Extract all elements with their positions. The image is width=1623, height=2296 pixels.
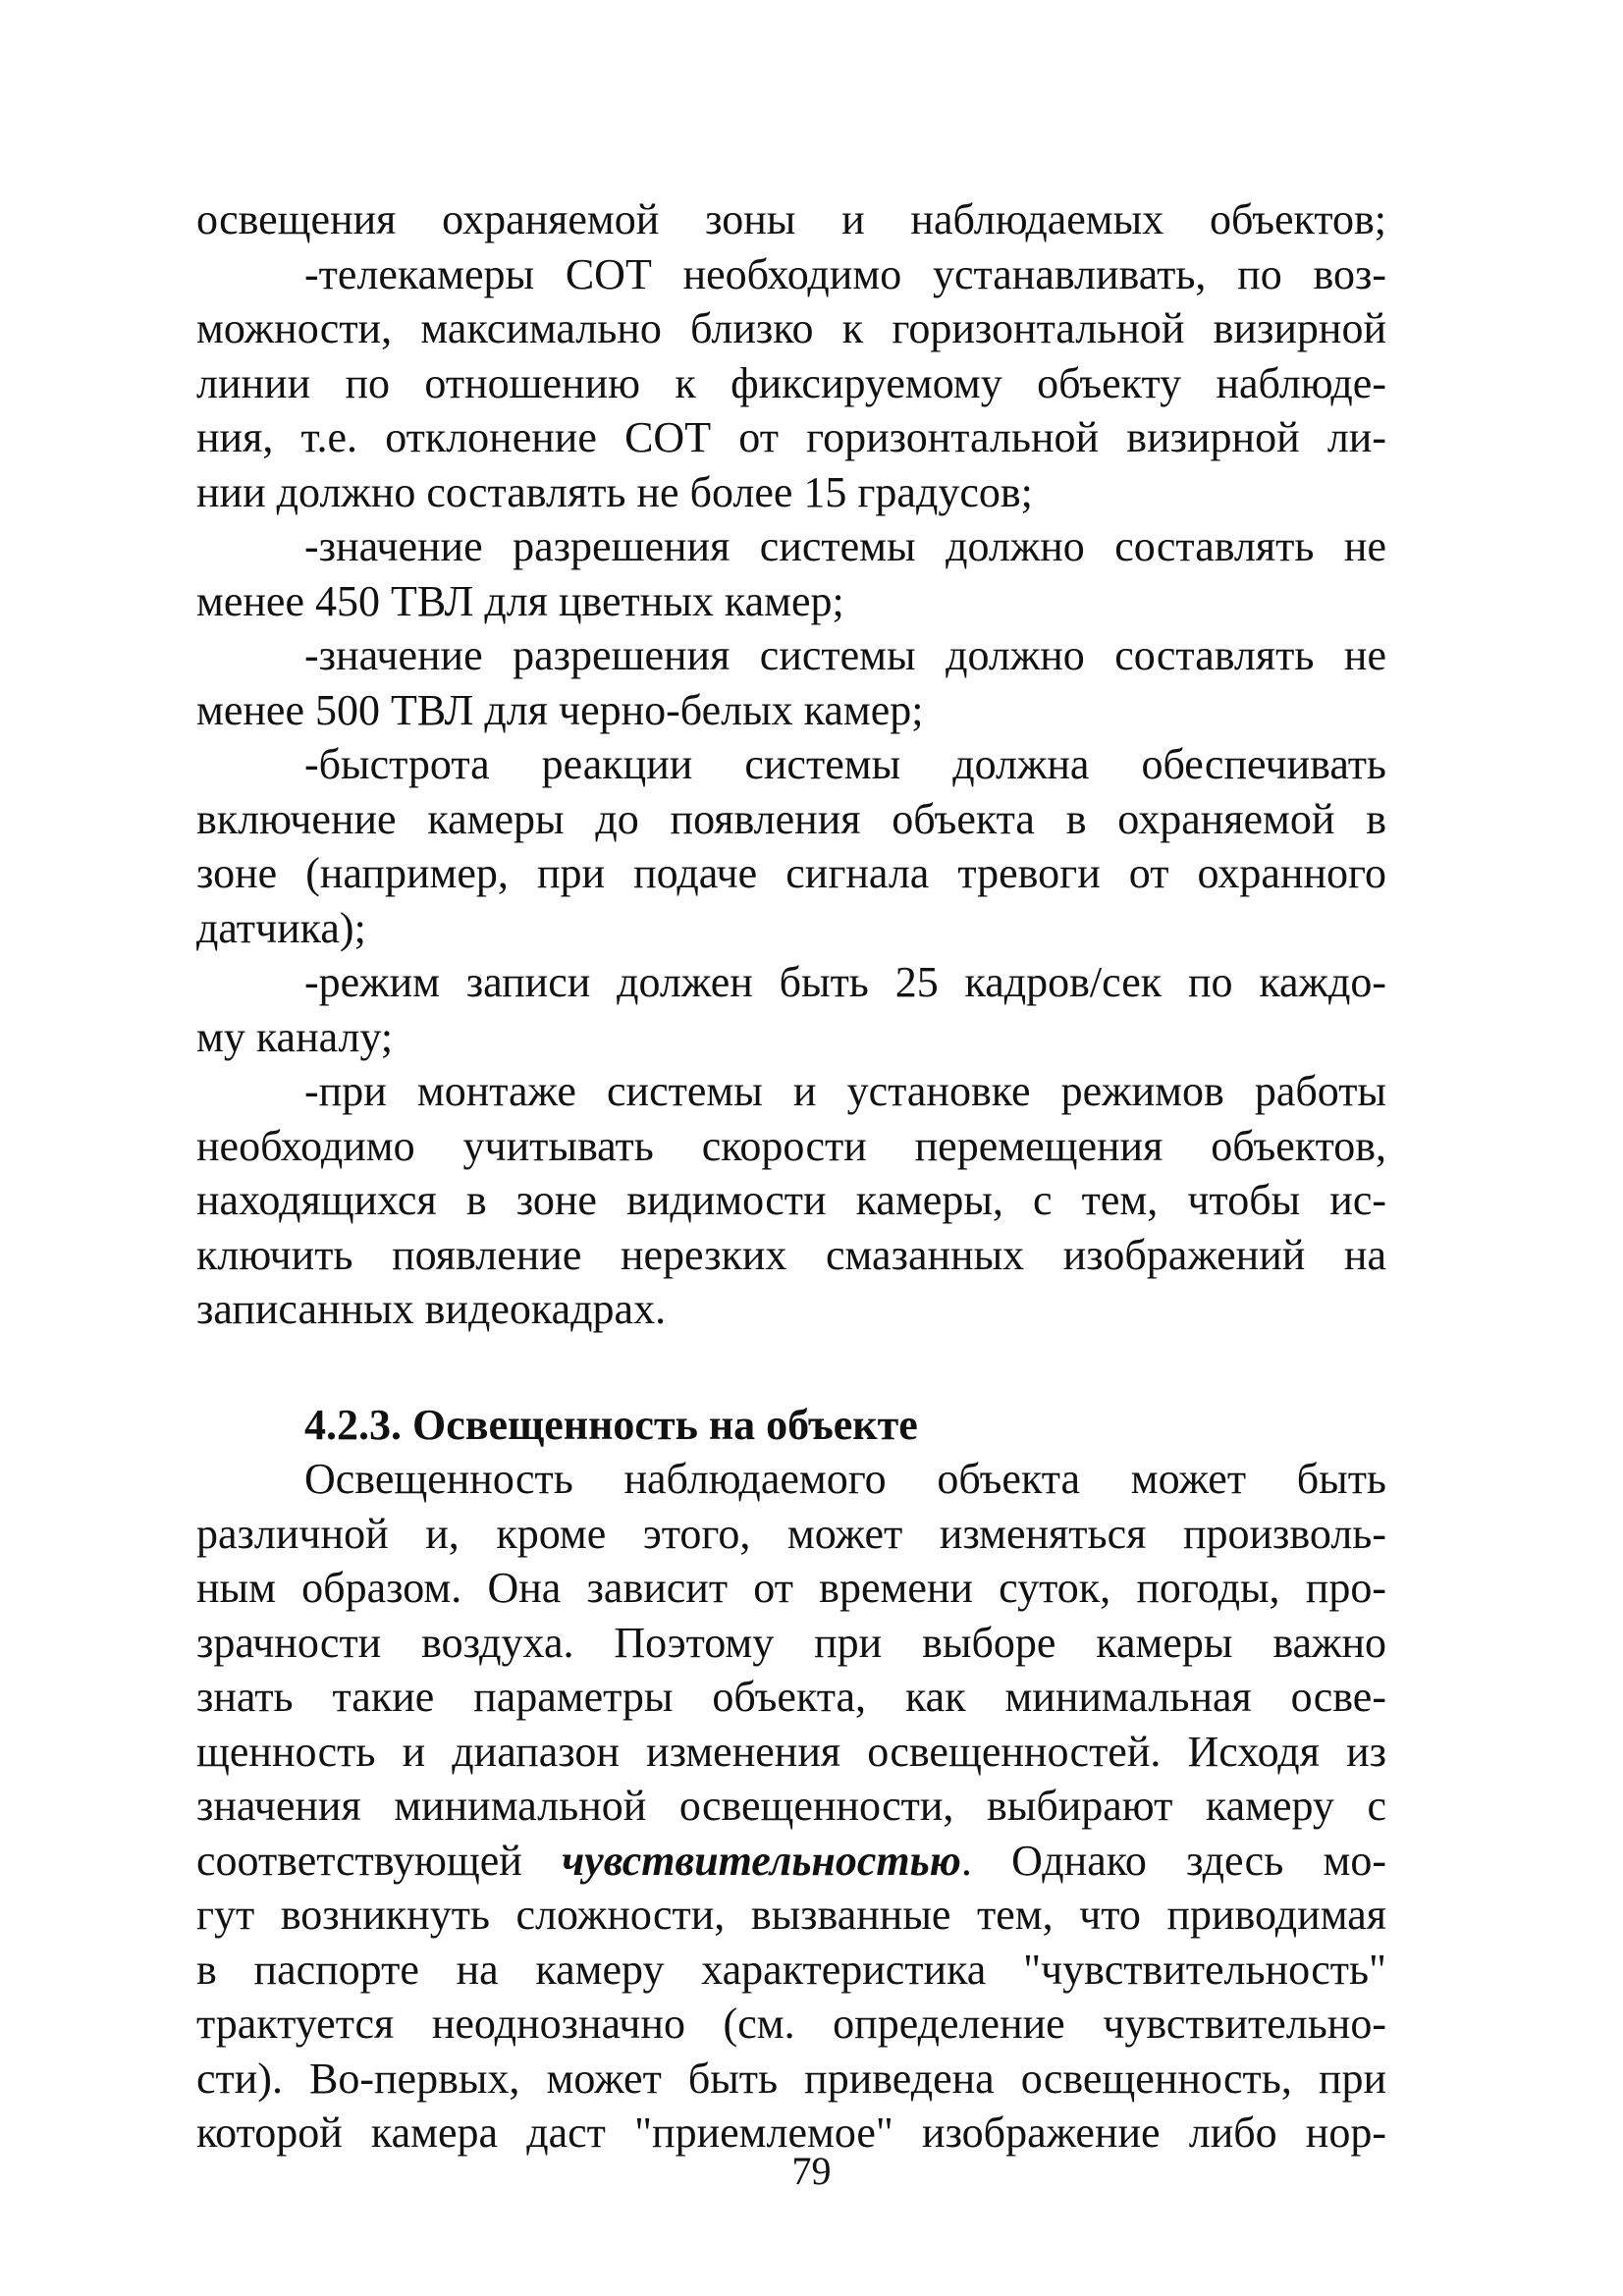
list-item-line: -значение разрешения системы должно составлять не	[304, 631, 1386, 679]
text-line: знать такие параметры объекта, как минимальная осве-	[196, 1673, 1386, 1721]
paragraph-first-line: Освещенность наблюдаемого объекта может быть	[304, 1455, 1386, 1503]
text-line: зрачности воздуха. Поэтому при выборе камеры важно	[196, 1618, 1386, 1667]
list-item-line: -телекамеры СОТ необходимо устанавливать, по воз-	[304, 249, 1386, 298]
section-illumination	[196, 1398, 1386, 2161]
text-line: зоне (например, при подаче сигнала тревоги от охранного	[196, 849, 1386, 897]
text-line: ключить появление нерезких смазанных изображений на	[196, 1230, 1386, 1279]
requirements-list	[196, 192, 1386, 1337]
text-line: менее 450 ТВЛ для цветных камер;	[196, 576, 844, 625]
text-line: линии по отношению к фиксируемому объекту наблюде-	[196, 358, 1386, 407]
page-number: 79	[791, 2149, 832, 2193]
section-gap	[196, 1337, 1386, 1398]
text-line: необходимо учитывать скорости перемещения объектов,	[196, 1121, 1386, 1170]
text-line: щенность и диапазон изменения освещенностей. Исходя из	[196, 1727, 1386, 1776]
list-item-line: -режим записи должен быть 25 кадров/сек по каждо-	[304, 958, 1386, 1006]
list-item-line: -при монтаже системы и установке режимов работы	[304, 1067, 1386, 1115]
text-line-with-emphasis	[196, 1834, 1386, 1889]
text-line: различной и, кроме этого, может изменяться произволь-	[196, 1509, 1386, 1558]
text-line: ния, т.е. отклонение СОТ от горизонтальной визирной ли-	[196, 413, 1386, 461]
list-item-line: -значение разрешения системы должно составлять не	[304, 522, 1386, 570]
text-line: му каналу;	[196, 1012, 394, 1061]
text-line: значения минимальной освещенности, выбирают камеру с	[196, 1782, 1386, 1830]
text-line: трактуется неоднозначно (см. определение чувствительно-	[196, 2000, 1386, 2048]
text-line: ным образом. Она зависит от времени суток, погоды, про-	[196, 1564, 1386, 1612]
text-line: нии должно составлять не более 15 градусов;	[196, 467, 1033, 516]
text-line: находящихся в зоне видимости камеры, с тем, чтобы ис-	[196, 1176, 1386, 1224]
text-fragment: . Однако здесь мо-	[960, 1836, 1386, 1885]
text-line: менее 500 ТВЛ для черно-белых камер;	[196, 685, 924, 734]
text-line: гут возникнуть сложности, вызванные тем, что приводимая	[196, 1891, 1386, 1939]
text-line: можности, максимально близко к горизонтальной визирной	[196, 304, 1386, 352]
list-item-line: -быстрота реакции системы должна обеспечивать	[304, 740, 1386, 788]
text-line: датчика);	[196, 903, 366, 952]
text-line: записанных видеокадрах.	[196, 1285, 667, 1333]
text-line: включение камеры до появления объекта в охраняемой в	[196, 794, 1386, 843]
emphasized-term: чувствительностью	[562, 1836, 961, 1885]
text-line: сти). Во-первых, может быть приведена освещенность, при	[196, 2054, 1386, 2103]
text-line: которой камера даст "приемлемое" изображение либо нор-	[196, 2109, 1386, 2157]
text-line: освещения охраняемой зоны и наблюдаемых объектов;	[196, 195, 1386, 243]
text-line: в паспорте на камеру характеристика "чувствительность"	[196, 1945, 1386, 1994]
text-fragment: соответствующей	[196, 1836, 563, 1885]
section-heading: 4.2.3. Освещенность на объекте	[304, 1400, 918, 1449]
page-body	[196, 192, 1386, 2161]
